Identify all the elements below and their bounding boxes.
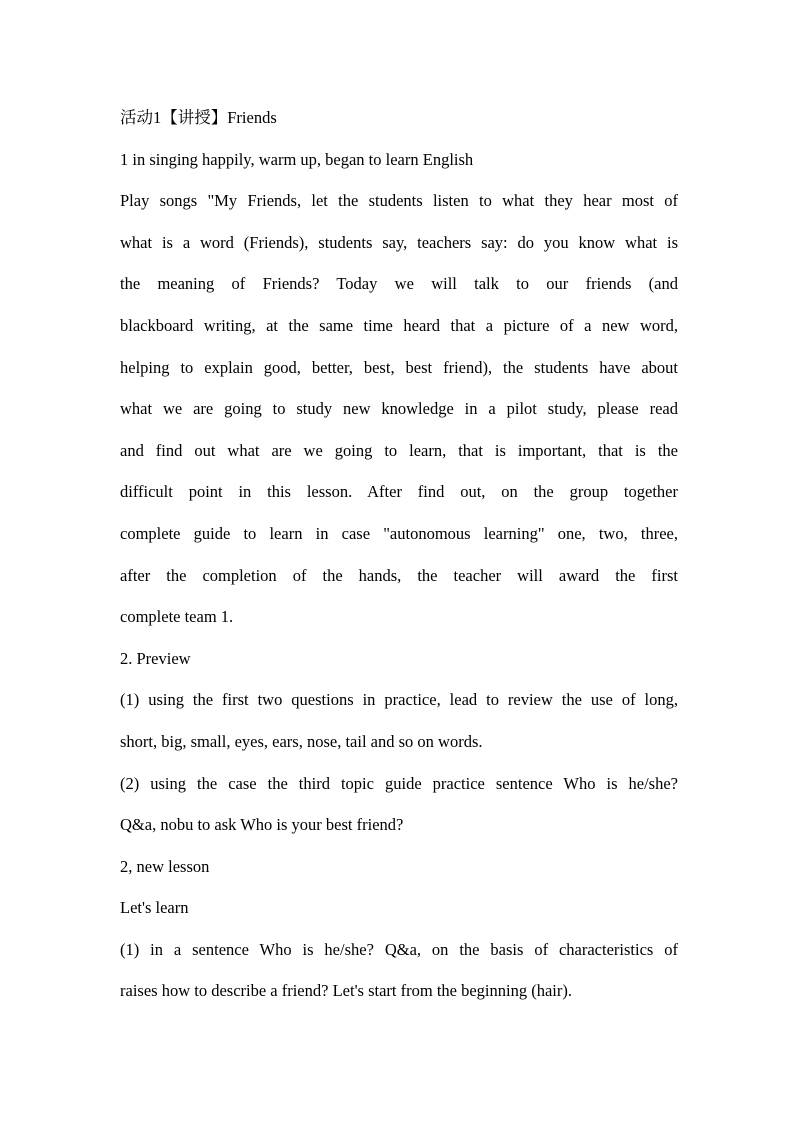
text-line: helping to explain good, better, best, best friend), the students have about [120,357,678,377]
text-line: complete guide to learn in case "autonomous learning" one, two, three, [120,523,678,543]
text-line: short, big, small, eyes, ears, nose, tail and so on words. [120,731,483,751]
text-line: 活动1【讲授】Friends [120,108,277,127]
text-line: what we are going to study new knowledge in a pilot study, please read [120,399,678,419]
text-line: difficult point in this lesson. After find out, on the group together [120,482,678,502]
text-line: 1 in singing happily, warm up, began to learn English [120,149,474,169]
text-line: (2) using the case the third topic guide practice sentence Who is he/she? [120,773,678,793]
text-line: (1) in a sentence Who is he/she? Q&a, on the basis of characteristics of [120,939,678,959]
text-line: 2. Preview [120,648,191,668]
text-line: complete team 1. [120,607,234,627]
text-line: what is a word (Friends), students say, teachers say: do you know what is [120,232,678,252]
text-line: 2, new lesson [120,856,210,876]
text-line: Play songs "My Friends, let the students listen to what they hear most of [120,191,678,211]
text-line: and find out what are we going to learn, that is important, that is the [120,440,678,460]
text-line: (1) using the first two questions in practice, lead to review the use of long, [120,690,678,710]
text-line: after the completion of the hands, the teacher will award the first [120,565,678,585]
text-line: raises how to describe a friend? Let's start from the beginning (hair). [120,981,572,1001]
document-page [120,97,678,1012]
text-line: the meaning of Friends? Today we will talk to our friends (and [120,274,678,294]
text-line: Q&a, nobu to ask Who is your best friend? [120,815,404,835]
text-line: blackboard writing, at the same time heard that a picture of a new word, [120,315,678,335]
text-line: Let's learn [120,898,189,918]
